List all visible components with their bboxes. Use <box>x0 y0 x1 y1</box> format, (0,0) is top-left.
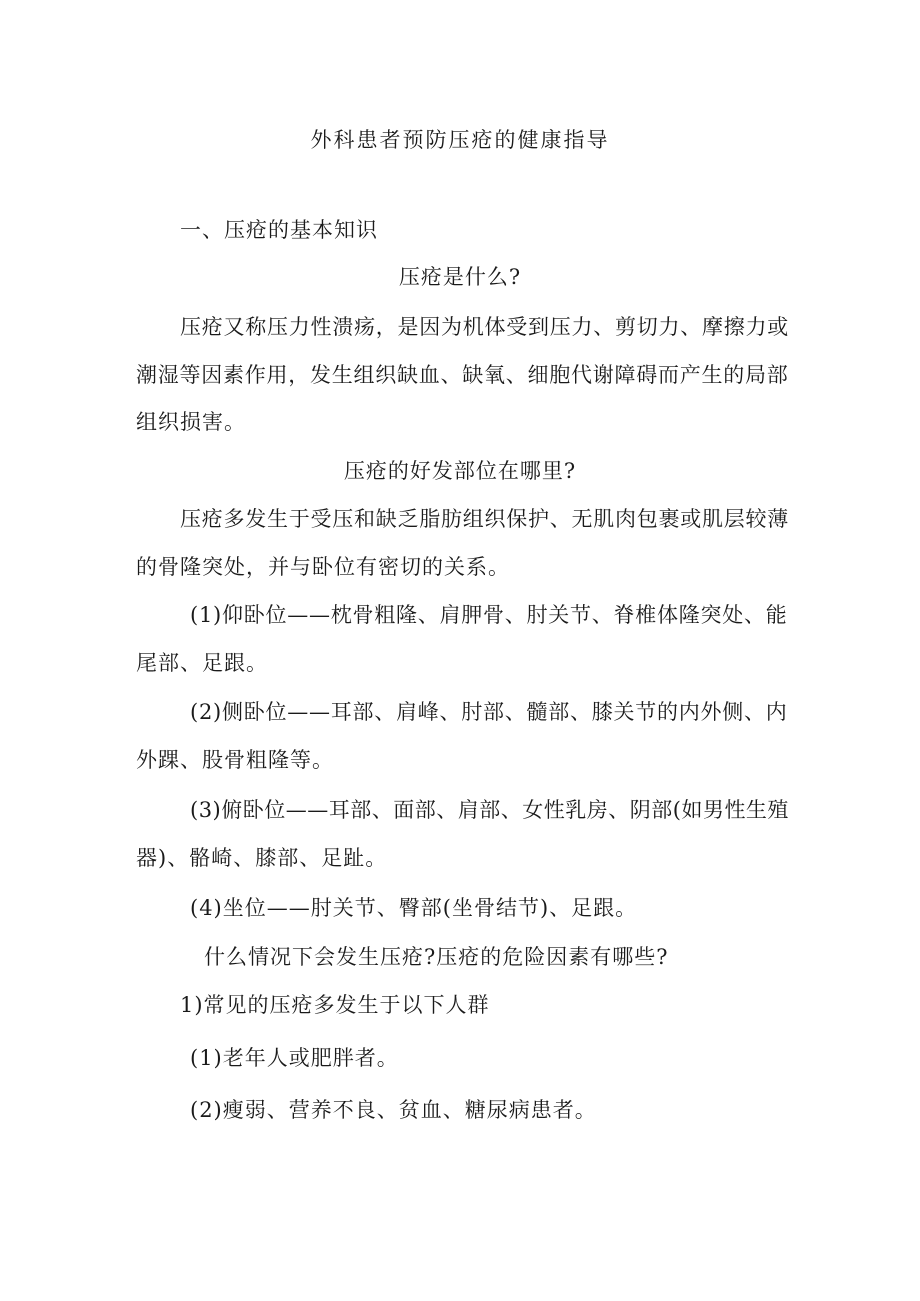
list-item-line: (1)老年人或肥胖者。 <box>190 1046 399 1070</box>
paragraph-line: 压疮又称压力性溃疡，是因为机体受到压力、剪切力、摩擦力或 <box>180 315 789 339</box>
question-heading: 压疮的好发部位在哪里? <box>343 459 577 483</box>
list-item-line: (1)仰卧位——枕骨粗隆、肩胛骨、肘关节、脊椎体隆突处、能 <box>190 603 788 627</box>
list-item-line: (2)瘦弱、营养不良、贫血、糖尿病患者。 <box>190 1098 597 1122</box>
list-item-line: (4)坐位——肘关节、臀部(坐骨结节)、足跟。 <box>190 896 638 920</box>
paragraph-line: 潮湿等因素作用，发生组织缺血、缺氧、细胞代谢障碍而产生的局部 <box>136 363 789 387</box>
section-heading: 一、压疮的基本知识 <box>180 218 378 242</box>
paragraph-line: 组织损害。 <box>136 410 246 434</box>
list-item-line: 外踝、股骨粗隆等。 <box>136 748 334 772</box>
question-heading: 什么情况下会发生压疮?压疮的危险因素有哪些? <box>204 945 669 969</box>
list-item-line: 尾部、足跟。 <box>136 651 268 675</box>
list-item-line: (2)侧卧位——耳部、肩峰、肘部、髓部、膝关节的内外侧、内 <box>190 700 788 724</box>
subsection-heading: 1)常见的压疮多发生于以下人群 <box>180 993 490 1017</box>
question-heading: 压疮是什么? <box>398 265 522 289</box>
list-item-line: 器)、骼崎、膝部、足趾。 <box>136 846 388 870</box>
list-item-line: (3)俯卧位——耳部、面部、肩部、女性乳房、阴部(如男性生殖 <box>190 798 789 822</box>
paragraph-line: 压疮多发生于受压和缺乏脂肪组织保护、无肌肉包裹或肌层较薄 <box>180 507 789 531</box>
document-title: 外科患者预防压疮的健康指导 <box>310 128 610 152</box>
paragraph-line: 的骨隆突处，并与卧位有密切的关系。 <box>136 555 510 579</box>
